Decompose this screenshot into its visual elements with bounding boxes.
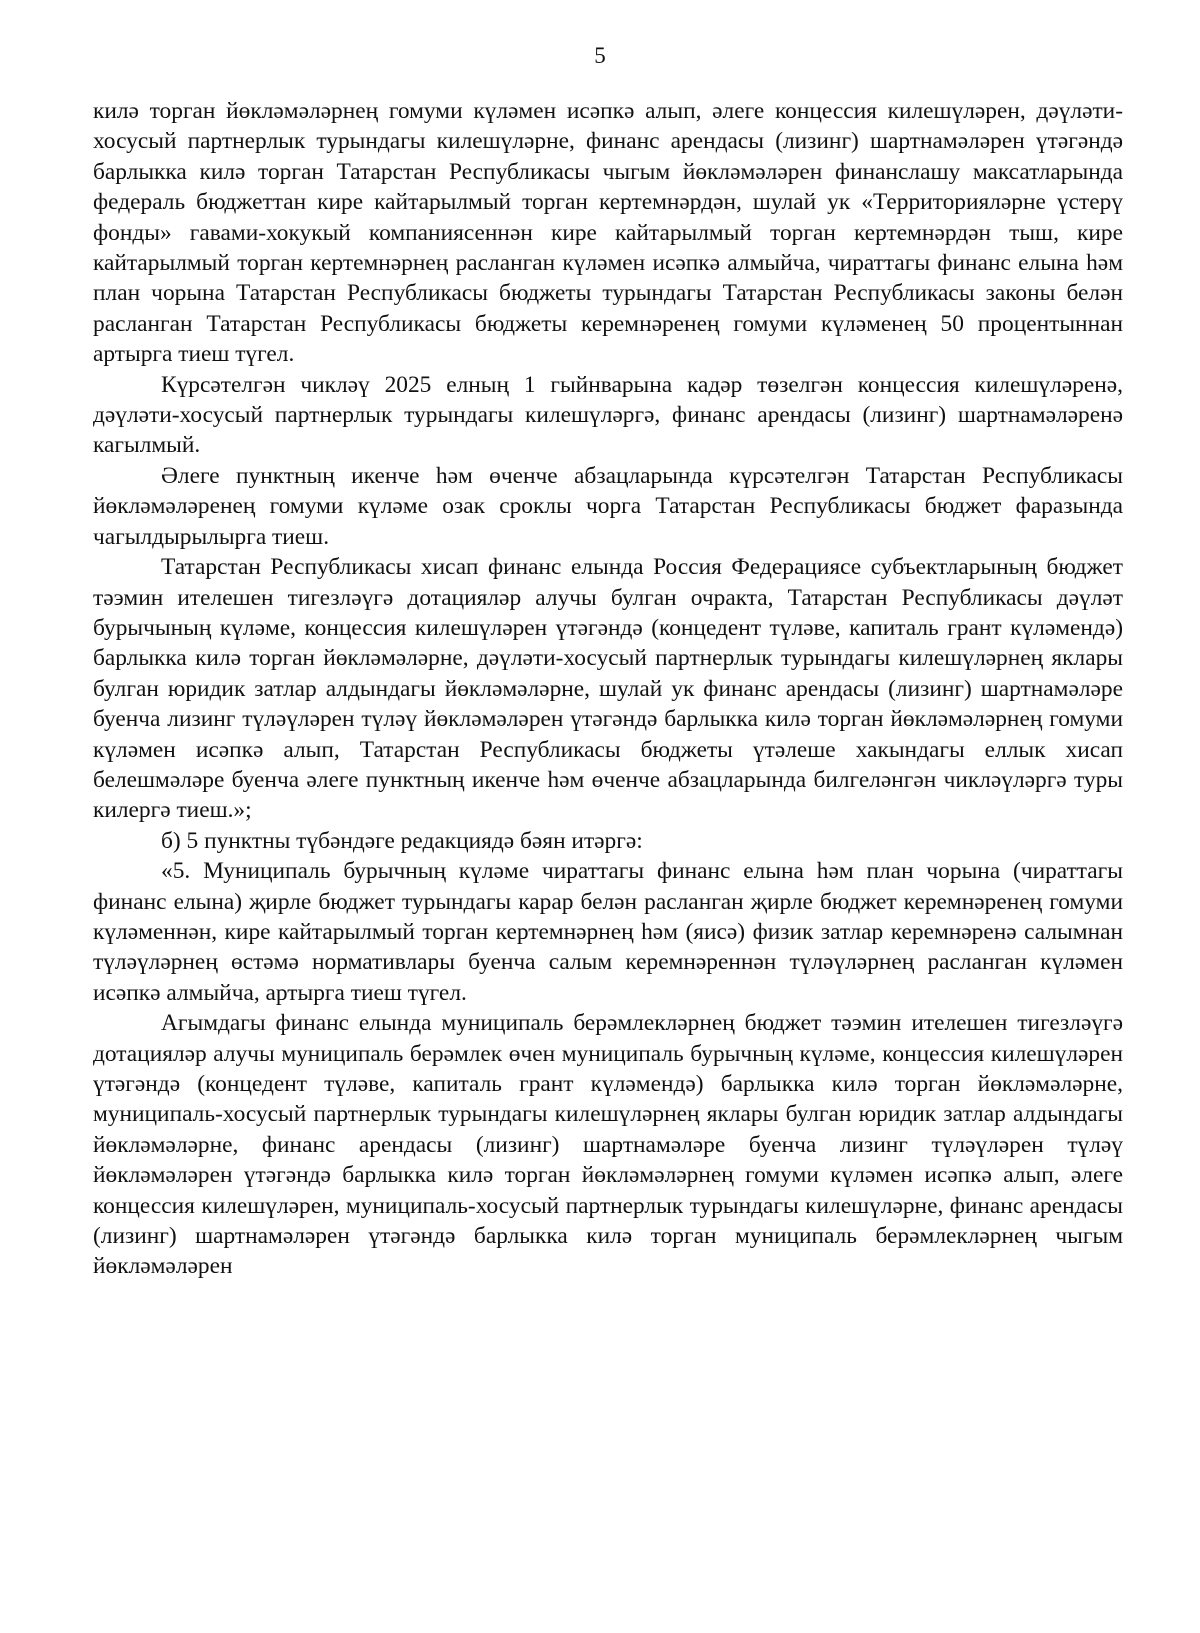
- page-number: 5: [594, 43, 606, 68]
- paragraph-amendment-b: б) 5 пунктны түбәндәге редакциядә бәян итәргә:: [161, 827, 643, 854]
- paragraph-long-term-forecast: Әлеге пунктның икенче һәм өченче абзацларында күрсәтелгән Татарстан Республикасы йөкләмәләренең гомуми күләме озак сроклы чорга Татарстан Республикасы бюджет фаразында чагылдырылырга тиеш.: [93, 462, 1123, 550]
- paragraph-municipal-debt-limit: «5. Муниципаль бурычның күләме чираттагы финанс елына һәм план чорына (чираттагы финанс елына) җирле бюджет турындагы карар белән расланган җирле бюджет керемнәренең гомуми күләменнән, кире кайтарылмый торган кертемнәрнең һәм (яисә) физик затлар керемнәренә салымнан түләүләрнең өстәмә нормативлары буенча салым керемнәреннән түләүләрнең расланган күләмен исәпкә алмыйча, артырга тиеш түгел.: [93, 858, 1123, 1006]
- document-body: [93, 96, 1123, 1282]
- paragraph-continuation: килә торган йөкләмәләрнең гомуми күләмен исәпкә алып, әлеге концессия килешүләрен, дәүләти-хосусый партнерлык турындагы килешүләрне, финанс арендасы (лизинг) шартнамәләрен үтәгәндә барлыкка килә торган Татарстан Республикасы чыгым йөкләмәләрен финанслашу максатларында федераль бюджеттан кире кайтарылмый торган кертемнәрдән, шулай ук «Территорияләрне үстерү фонды» гавами-хокукый компаниясеннән кире кайтарылмый торган кертемнәрдән тыш, кире кайтарылмый торган кертемнәрнең расланган күләмен исәпкә алмыйча, чираттагы финанс елына һәм план чорына Татарстан Республикасы бюджеты турындагы Татарстан Республикасы законы белән расланган Татарстан Республикасы бюджеты керемнәренең гомуми күләменең 50 процентыннан артырга тиеш түгел.: [93, 98, 1123, 368]
- paragraph-limitation-exemption: Күрсәтелгән чикләү 2025 елның 1 гыйнварына кадәр төзелгән концессия килешүләренә, дәүләти-хосусый партнерлык турындагы килешүләргә, финанс арендасы (лизинг) шартнамәләренә кагылмый.: [93, 371, 1123, 459]
- paragraph-municipal-debt-volume: Агымдагы финанс елында муниципаль берәмлекләрнең бюджет тәэмин ителешен тигезләүгә дотацияләр алучы муниципаль берәмлек өчен муниципаль бурычның күләме, концессия килешүләрен үтәгәндә (концедент түләве, капиталь грант күләмендә) барлыкка килә торган йөкләмәләрне, муниципаль-хосусый партнерлык турындагы килешүләрнең яклары булган юридик затлар алдындагы йөкләмәләрне, финанс арендасы (лизинг) шартнамәләре буенча лизинг түләүләрен түләү йөкләмәләрен үтәгәндә барлыкка килә торган йөкләмәләрнең гомуми күләмен исәпкә алып, әлеге концессия килешүләрен, муниципаль-хосусый партнерлык турындагы килешүләрне, финанс арендасы (лизинг) шартнамәләрен үтәгәндә барлыкка килә торган муниципаль берәмлекләрнең чыгым йөкләмәләрен: [93, 1010, 1123, 1280]
- paragraph-state-debt-volume: Татарстан Республикасы хисап финанс елында Россия Федерациясе субъектларының бюджет тәэмин ителешен тигезләүгә дотацияләр алучы булган очракта, Татарстан Республикасы дәүләт бурычының күләме, концессия килешүләрен үтәгәндә (концедент түләве, капиталь грант күләмендә) барлыкка килә торган йөкләмәләрне, дәүләти-хосусый партнерлык турындагы килешүләрнең яклары булган юридик затлар алдындагы йөкләмәләрне, шулай ук финанс арендасы (лизинг) шартнамәләре буенча лизинг түләүләрен түләү йөкләмәләрен үтәгәндә барлыкка килә торган йөкләмәләрнең гомуми күләмен исәпкә алып, Татарстан Республикасы бюджеты үтәлеше хакындагы еллык хисап белешмәләре буенча әлеге пунктның икенче һәм өченче абзацларында билгеләнгән чикләүләргә туры килергә тиеш.»;: [93, 554, 1123, 824]
